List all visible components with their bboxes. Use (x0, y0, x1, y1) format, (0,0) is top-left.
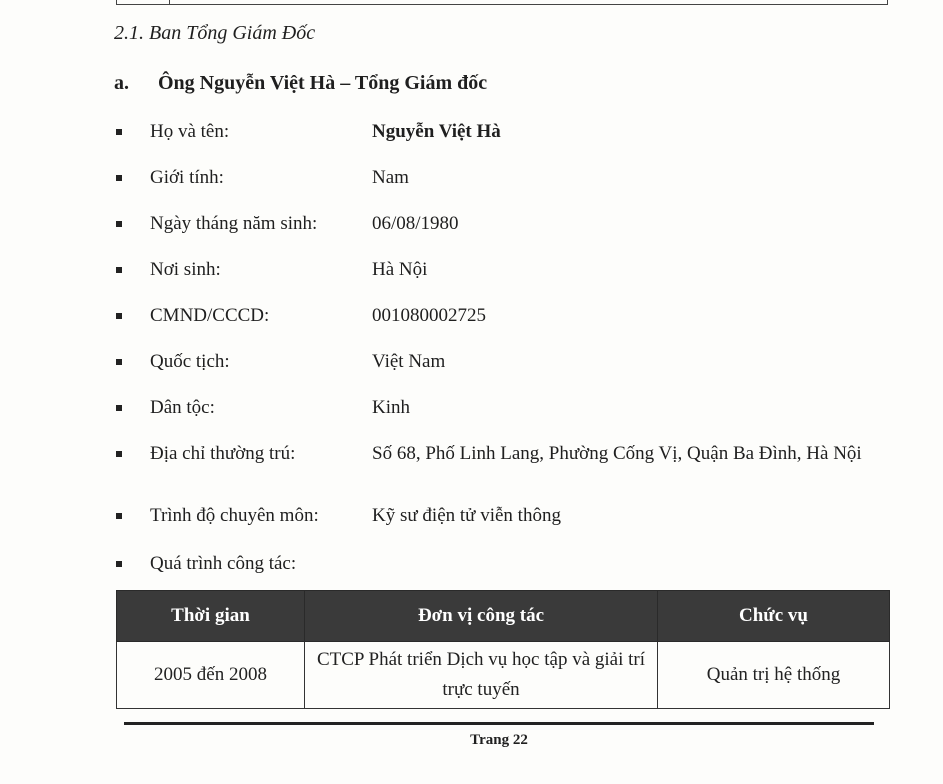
field-value: Nguyễn Việt Hà (372, 121, 501, 142)
person-heading-marker: a. (114, 72, 129, 94)
work-history-table (116, 590, 890, 709)
bullet-icon (116, 221, 122, 227)
field-label: Giới tính: (150, 167, 224, 188)
section-heading: 2.1. Ban Tổng Giám Đốc (114, 22, 316, 44)
bullet-icon (116, 175, 122, 181)
person-heading (114, 72, 487, 95)
column-header-position: Chức vụ (658, 591, 890, 642)
field-value: Việt Nam (372, 351, 446, 372)
field-label: Ngày tháng năm sinh: (150, 213, 318, 234)
bullet-icon (116, 313, 122, 319)
field-label: Họ và tên: (150, 121, 230, 142)
field-label: Quá trình công tác: (150, 553, 297, 574)
field-value: Kỹ sư điện tử viễn thông (372, 505, 561, 526)
field-label: Dân tộc: (150, 397, 215, 418)
table-cell-organization: CTCP Phát triển Dịch vụ học tập và giải trí trực tuyến (305, 642, 658, 709)
bullet-icon (116, 451, 122, 457)
column-header-organization: Đơn vị công tác (305, 591, 658, 642)
bullet-icon (116, 405, 122, 411)
field-label: Quốc tịch: (150, 351, 230, 372)
column-header-time: Thời gian (117, 591, 305, 642)
bullet-icon (116, 267, 122, 273)
table-row (117, 642, 890, 709)
bullet-icon (116, 561, 122, 567)
table-cell-position: Quản trị hệ thống (658, 642, 890, 709)
person-heading-title: Ông Nguyễn Việt Hà – Tổng Giám đốc (158, 72, 488, 94)
previous-table-edge (116, 0, 888, 5)
bullet-icon (116, 129, 122, 135)
field-value: Kinh (372, 397, 410, 418)
table-header-row (117, 591, 890, 642)
field-label: Địa chỉ thường trú: (150, 443, 296, 464)
bullet-icon (116, 359, 122, 365)
field-label: CMND/CCCD: (150, 305, 270, 326)
footer-divider (124, 722, 874, 725)
field-value: 06/08/1980 (372, 213, 459, 234)
field-value: 001080002725 (372, 305, 486, 326)
field-label: Trình độ chuyên môn: (150, 505, 319, 526)
field-value: Hà Nội (372, 259, 428, 280)
page-number: Trang 22 (470, 732, 528, 748)
table-cell-time: 2005 đến 2008 (117, 642, 305, 709)
field-label: Nơi sinh: (150, 259, 221, 280)
field-value: Nam (372, 167, 409, 188)
field-value: Số 68, Phố Linh Lang, Phường Cống Vị, Quận Ba Đình, Hà Nội (372, 443, 862, 464)
bullet-icon (116, 513, 122, 519)
